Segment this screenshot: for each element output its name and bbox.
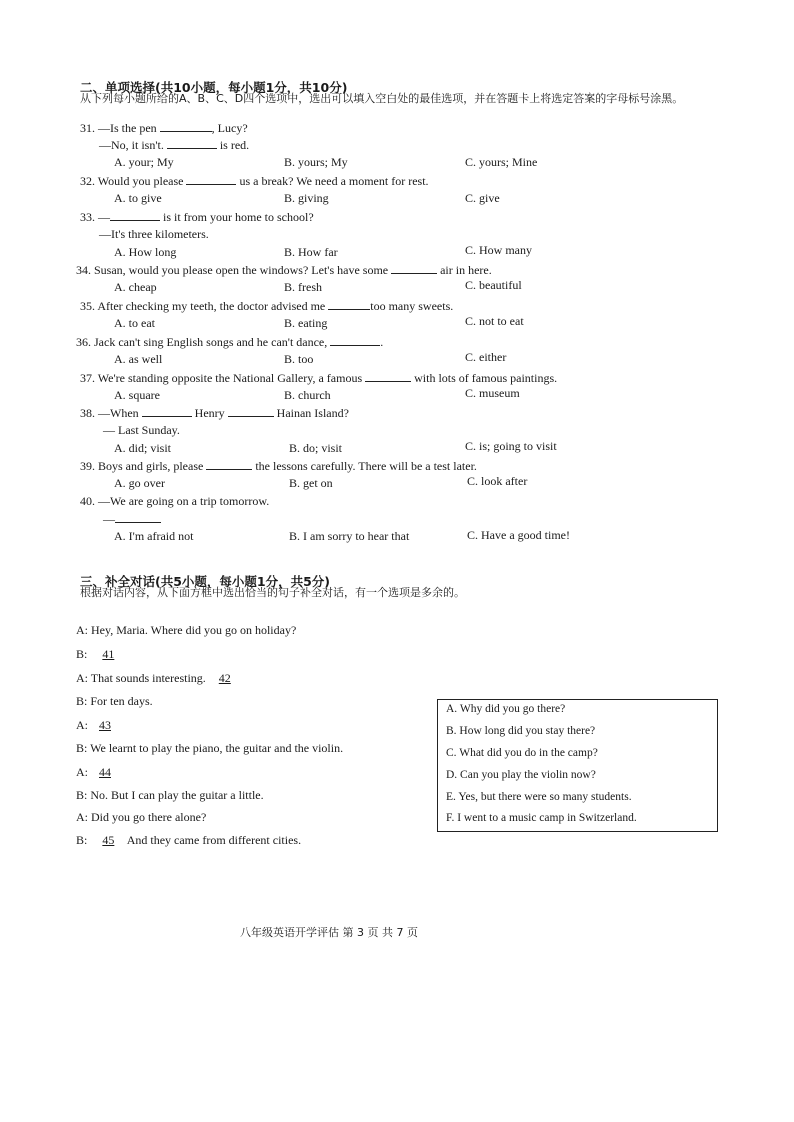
option-39-b: B. get on bbox=[289, 476, 333, 490]
question-36: 36. Jack can't sing English songs and he can't dance, . bbox=[76, 335, 384, 349]
option-33-c: C. How many bbox=[465, 243, 532, 257]
option-36-c: C. either bbox=[465, 350, 507, 364]
answer-blank[interactable] bbox=[206, 458, 252, 470]
option-32-b: B. giving bbox=[284, 191, 329, 205]
question-39: 39. Boys and girls, please the lessons carefully. There will be a test later. bbox=[80, 459, 477, 473]
option-32-c: C. give bbox=[465, 191, 500, 205]
option-b: B. How long did you stay there? bbox=[446, 725, 596, 737]
dialogue-line: A: Hey, Maria. Where did you go on holiday? bbox=[76, 623, 297, 637]
option-40-c: C. Have a good time! bbox=[467, 528, 570, 542]
question-37: 37. We're standing opposite the National Gallery, a famous with lots of famous paintings. bbox=[80, 371, 558, 385]
option-37-a: A. square bbox=[114, 388, 160, 402]
option-34-c: C. beautiful bbox=[465, 278, 522, 292]
option-40-a: A. I'm afraid not bbox=[114, 529, 194, 543]
option-c: C. What did you do in the camp? bbox=[446, 747, 598, 759]
answer-blank-45[interactable]: 45 bbox=[102, 833, 115, 847]
option-31-a: A. your; My bbox=[114, 155, 174, 169]
answer-blank-43[interactable]: 43 bbox=[99, 718, 111, 732]
option-35-a: A. to eat bbox=[114, 316, 155, 330]
option-34-b: B. fresh bbox=[284, 280, 322, 294]
answer-blank-42[interactable]: 42 bbox=[218, 671, 231, 685]
dialogue-line: B: 41 bbox=[76, 647, 124, 662]
dialogue-line: A: That sounds interesting. 42 bbox=[76, 671, 241, 686]
answer-blank[interactable] bbox=[115, 511, 161, 523]
option-35-b: B. eating bbox=[284, 316, 328, 330]
answer-blank[interactable] bbox=[167, 137, 217, 149]
section2-instruction: 从下列每小题所给的A、B、C、D四个选项中，选出可以填入空白处的最佳选项，并在答题卡上将选定答案的字母标号涂黑。 bbox=[80, 92, 684, 105]
answer-blank[interactable] bbox=[391, 262, 437, 274]
dialogue-line: B: We learnt to play the piano, the guitar and the violin. bbox=[76, 741, 344, 755]
dialogue-line: B: For ten days. bbox=[76, 694, 153, 708]
dialogue-line: B: No. But I can play the guitar a little. bbox=[76, 788, 264, 802]
question-31-line2: —No, it isn't. is red. bbox=[99, 138, 250, 152]
option-37-b: B. church bbox=[284, 388, 331, 402]
option-32-a: A. to give bbox=[114, 191, 162, 205]
dialogue-line: A: 44 bbox=[76, 765, 121, 780]
answer-blank[interactable] bbox=[365, 370, 411, 382]
question-40-line2: — bbox=[103, 511, 161, 527]
option-37-c: C. museum bbox=[465, 386, 520, 400]
answer-blank[interactable] bbox=[186, 173, 236, 185]
option-f: F. I went to a music camp in Switzerland. bbox=[446, 812, 637, 824]
page-footer: 八年级英语开学评估 第 3 页 共 7 页 bbox=[240, 926, 418, 939]
option-31-b: B. yours; My bbox=[284, 155, 348, 169]
question-38-line2: — Last Sunday. bbox=[103, 423, 180, 437]
section3-title: 三、补全对话(共5小题，每小题1分，共5分) bbox=[80, 574, 331, 589]
question-35: 35. After checking my teeth, the doctor advised me too many sweets. bbox=[80, 299, 454, 313]
option-36-a: A. as well bbox=[114, 352, 163, 366]
option-33-b: B. How far bbox=[284, 245, 338, 259]
answer-blank[interactable] bbox=[160, 120, 212, 132]
option-33-a: A. How long bbox=[114, 245, 177, 259]
option-a: A. Why did you go there? bbox=[446, 703, 566, 715]
dialogue-line: B: 45 And they came from different cities. bbox=[76, 833, 302, 847]
question-40: 40. —We are going on a trip tomorrow. bbox=[80, 494, 270, 508]
answer-blank[interactable] bbox=[328, 298, 370, 310]
option-e: E. Yes, but there were so many students. bbox=[446, 791, 632, 803]
option-36-b: B. too bbox=[284, 352, 314, 366]
section2-title: 二、单项选择(共10小题，每小题1分，共10分) bbox=[80, 80, 348, 95]
question-31: 31. —Is the pen , Lucy? bbox=[80, 121, 248, 135]
question-34: 34. Susan, would you please open the windows? Let's have some air in here. bbox=[76, 263, 492, 277]
question-38: 38. —When Henry Hainan Island? bbox=[80, 406, 349, 420]
question-32: 32. Would you please us a break? We need a moment for rest. bbox=[80, 174, 429, 188]
option-d: D. Can you play the violin now? bbox=[446, 769, 596, 781]
answer-blank-44[interactable]: 44 bbox=[99, 765, 111, 779]
option-40-b: B. I am sorry to hear that bbox=[289, 529, 410, 543]
answer-blank-41[interactable]: 41 bbox=[102, 647, 115, 661]
answer-blank[interactable] bbox=[228, 405, 274, 417]
question-33-line2: —It's three kilometers. bbox=[99, 227, 209, 241]
answer-blank[interactable] bbox=[330, 334, 380, 346]
option-38-c: C. is; going to visit bbox=[465, 439, 557, 453]
option-34-a: A. cheap bbox=[114, 280, 157, 294]
dialogue-line: A: 43 bbox=[76, 718, 121, 733]
option-38-a: A. did; visit bbox=[114, 441, 172, 455]
question-33: 33. — is it from your home to school? bbox=[80, 210, 314, 224]
option-39-a: A. go over bbox=[114, 476, 165, 490]
option-31-c: C. yours; Mine bbox=[465, 155, 538, 169]
dialogue-line: A: Did you go there alone? bbox=[76, 810, 207, 824]
options-box bbox=[437, 699, 718, 832]
option-35-c: C. not to eat bbox=[465, 314, 524, 328]
answer-blank[interactable] bbox=[110, 209, 160, 221]
answer-blank[interactable] bbox=[142, 405, 192, 417]
section3-instruction: 根据对话内容，从下面方框中选出恰当的句子补全对话，有一个选项是多余的。 bbox=[80, 586, 465, 599]
option-38-b: B. do; visit bbox=[289, 441, 343, 455]
option-39-c: C. look after bbox=[467, 474, 528, 488]
